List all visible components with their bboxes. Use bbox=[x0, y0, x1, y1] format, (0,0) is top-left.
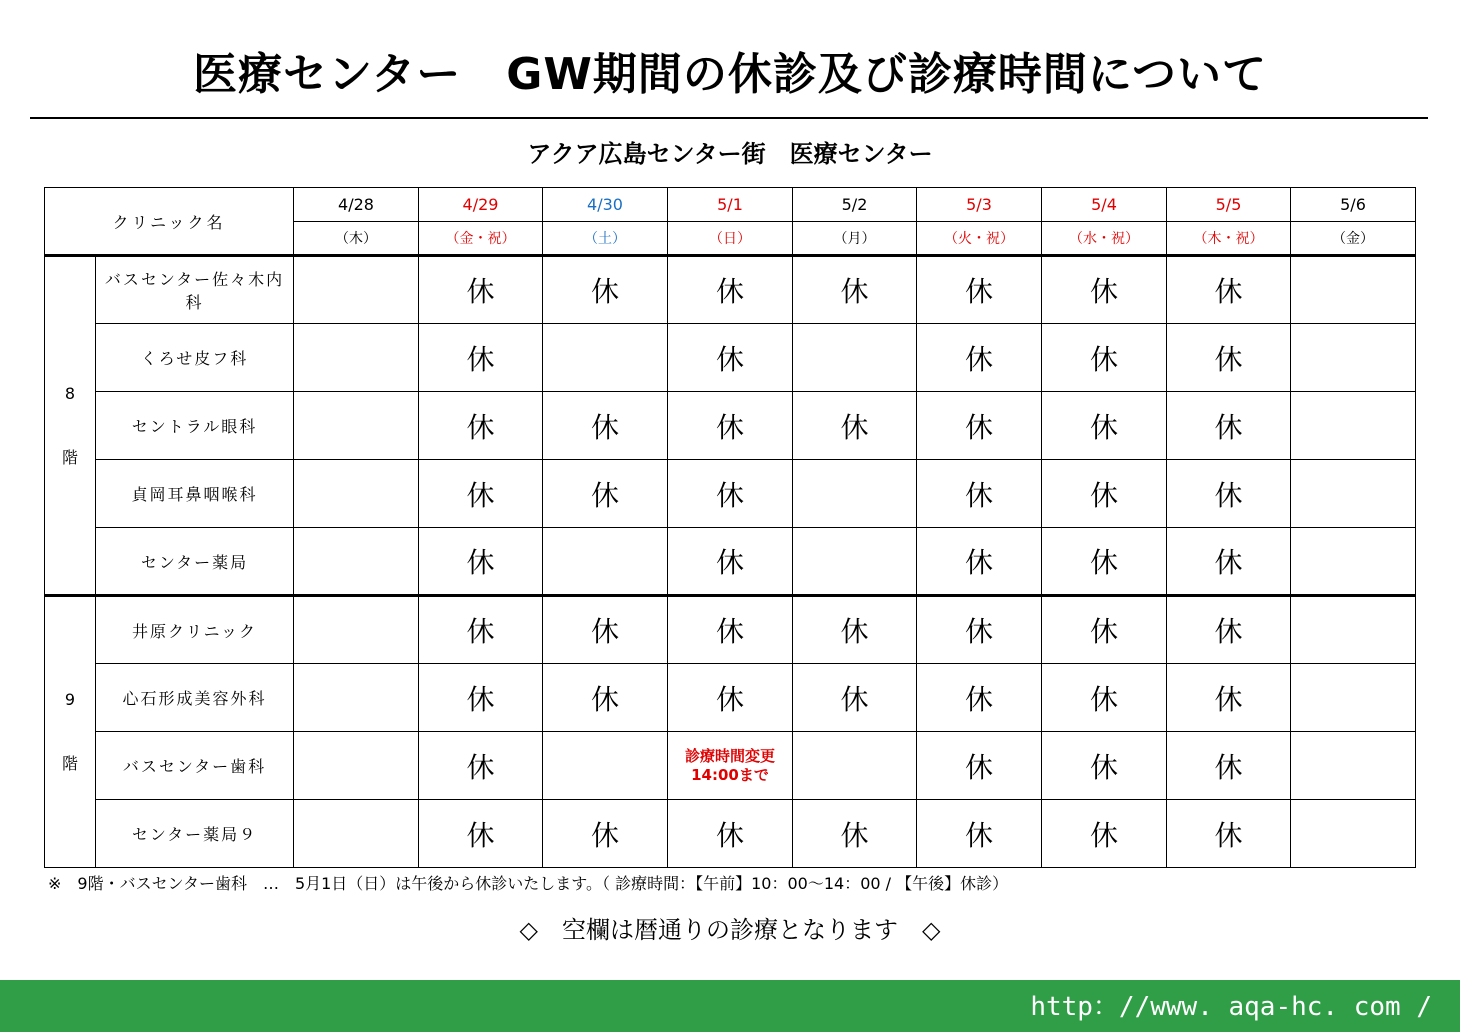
closed-mark: 休 bbox=[1167, 324, 1291, 392]
date-header: 4/30 bbox=[543, 188, 668, 222]
open-cell bbox=[1291, 256, 1416, 324]
date-header: 5/1 bbox=[668, 188, 793, 222]
footer-url-link[interactable]: http：//www. aqa-hc. com / bbox=[1030, 992, 1432, 1022]
closed-mark: 休 bbox=[543, 596, 668, 664]
open-cell bbox=[1291, 528, 1416, 596]
open-cell bbox=[294, 460, 419, 528]
day-header: （水・祝） bbox=[1042, 222, 1167, 256]
floor-label bbox=[45, 596, 96, 868]
open-cell bbox=[543, 528, 668, 596]
closed-mark: 休 bbox=[1167, 800, 1291, 868]
open-cell bbox=[793, 324, 917, 392]
closed-mark: 休 bbox=[793, 664, 917, 732]
closed-mark: 休 bbox=[1042, 664, 1167, 732]
table-row bbox=[45, 392, 1416, 460]
clinic-name: センター薬局 bbox=[96, 528, 294, 596]
closed-mark: 休 bbox=[1042, 596, 1167, 664]
title-divider bbox=[30, 117, 1428, 119]
closed-mark: 休 bbox=[1167, 256, 1291, 324]
closed-mark: 休 bbox=[419, 528, 543, 596]
closed-mark: 休 bbox=[1167, 392, 1291, 460]
date-header: 5/5 bbox=[1167, 188, 1291, 222]
floor-label bbox=[45, 256, 96, 596]
closed-mark: 休 bbox=[1042, 800, 1167, 868]
footnote: ※ 9階・バスセンター歯科 … 5月1日（日）は午後から休診いたします。（ 診療時間：【午前】10：00～14：00 / 【午後】休診） bbox=[48, 874, 1009, 893]
closed-mark: 休 bbox=[543, 256, 668, 324]
clinic-name: バスセンター歯科 bbox=[96, 732, 294, 800]
clinic-name: バスセンター佐々木内科 bbox=[96, 256, 294, 324]
open-cell bbox=[294, 664, 419, 732]
closed-mark: 休 bbox=[419, 392, 543, 460]
table-row bbox=[45, 324, 1416, 392]
day-header: （土） bbox=[543, 222, 668, 256]
date-header: 5/6 bbox=[1291, 188, 1416, 222]
day-header: （木） bbox=[294, 222, 419, 256]
open-cell bbox=[294, 256, 419, 324]
open-cell bbox=[1291, 732, 1416, 800]
page-title: 医療センター GW期間の休診及び診療時間について bbox=[192, 49, 1267, 100]
closed-mark: 休 bbox=[419, 732, 543, 800]
closed-mark: 休 bbox=[1042, 528, 1167, 596]
closed-mark: 休 bbox=[1042, 460, 1167, 528]
clinic-name: 心石形成美容外科 bbox=[96, 664, 294, 732]
day-header: （金） bbox=[1291, 222, 1416, 256]
table-row bbox=[45, 528, 1416, 596]
closed-mark: 休 bbox=[543, 664, 668, 732]
closed-mark: 休 bbox=[1167, 460, 1291, 528]
closed-mark: 休 bbox=[917, 324, 1042, 392]
hours-change-note: 診療時間変更 14:00まで bbox=[668, 732, 793, 800]
open-cell bbox=[294, 596, 419, 664]
open-cell bbox=[543, 732, 668, 800]
open-cell bbox=[793, 460, 917, 528]
floor-number: 8 bbox=[64, 383, 76, 403]
open-cell bbox=[1291, 324, 1416, 392]
closed-mark: 休 bbox=[793, 256, 917, 324]
closed-mark: 休 bbox=[793, 800, 917, 868]
table-row bbox=[45, 256, 1416, 324]
day-header: （火・祝） bbox=[917, 222, 1042, 256]
closed-mark: 休 bbox=[917, 800, 1042, 868]
clinic-name: くろせ皮フ科 bbox=[96, 324, 294, 392]
closed-mark: 休 bbox=[917, 460, 1042, 528]
clinic-name: セントラル眼科 bbox=[96, 392, 294, 460]
closed-mark: 休 bbox=[668, 664, 793, 732]
closed-mark: 休 bbox=[668, 596, 793, 664]
closed-mark: 休 bbox=[1167, 528, 1291, 596]
closed-mark: 休 bbox=[543, 800, 668, 868]
closed-mark: 休 bbox=[668, 800, 793, 868]
table-row bbox=[45, 732, 1416, 800]
closed-mark: 休 bbox=[1042, 256, 1167, 324]
clinic-name: センター薬局９ bbox=[96, 800, 294, 868]
closed-mark: 休 bbox=[668, 392, 793, 460]
open-cell bbox=[294, 324, 419, 392]
closed-mark: 休 bbox=[543, 460, 668, 528]
table-row bbox=[45, 800, 1416, 868]
closed-mark: 休 bbox=[419, 256, 543, 324]
footer-bar bbox=[0, 980, 1460, 1032]
closed-mark: 休 bbox=[419, 460, 543, 528]
closed-mark: 休 bbox=[419, 664, 543, 732]
closed-mark: 休 bbox=[668, 324, 793, 392]
open-cell bbox=[294, 732, 419, 800]
closed-mark: 休 bbox=[917, 664, 1042, 732]
date-header: 4/29 bbox=[419, 188, 543, 222]
closed-mark: 休 bbox=[793, 596, 917, 664]
blank-cell-notice: ◇ 空欄は暦通りの診療となります ◇ bbox=[519, 916, 941, 944]
closed-mark: 休 bbox=[1042, 392, 1167, 460]
open-cell bbox=[543, 324, 668, 392]
open-cell bbox=[1291, 460, 1416, 528]
open-cell bbox=[793, 732, 917, 800]
closed-mark: 休 bbox=[668, 256, 793, 324]
day-header: （木・祝） bbox=[1167, 222, 1291, 256]
open-cell bbox=[294, 800, 419, 868]
open-cell bbox=[1291, 800, 1416, 868]
table-row bbox=[45, 460, 1416, 528]
open-cell bbox=[793, 528, 917, 596]
clinic-name: 貞岡耳鼻咽喉科 bbox=[96, 460, 294, 528]
table-row bbox=[45, 596, 1416, 664]
day-header: （月） bbox=[793, 222, 917, 256]
date-header-row bbox=[45, 188, 1416, 222]
open-cell bbox=[294, 528, 419, 596]
closed-mark: 休 bbox=[1042, 732, 1167, 800]
open-cell bbox=[1291, 392, 1416, 460]
closed-mark: 休 bbox=[917, 392, 1042, 460]
closed-mark: 休 bbox=[668, 528, 793, 596]
closed-mark: 休 bbox=[1042, 324, 1167, 392]
closed-mark: 休 bbox=[419, 800, 543, 868]
closed-mark: 休 bbox=[917, 732, 1042, 800]
date-header: 5/3 bbox=[917, 188, 1042, 222]
page-subtitle: アクア広島センター街 医療センター bbox=[527, 140, 933, 168]
closed-mark: 休 bbox=[543, 392, 668, 460]
date-header: 5/2 bbox=[793, 188, 917, 222]
schedule-table bbox=[44, 187, 1416, 868]
closed-mark: 休 bbox=[917, 256, 1042, 324]
closed-mark: 休 bbox=[1167, 596, 1291, 664]
closed-mark: 休 bbox=[419, 324, 543, 392]
floor-suffix: 階 bbox=[61, 754, 78, 773]
closed-mark: 休 bbox=[668, 460, 793, 528]
open-cell bbox=[1291, 664, 1416, 732]
date-header: 5/4 bbox=[1042, 188, 1167, 222]
day-header: （金・祝） bbox=[419, 222, 543, 256]
closed-mark: 休 bbox=[1167, 664, 1291, 732]
closed-mark: 休 bbox=[1167, 732, 1291, 800]
floor-number: 9 bbox=[64, 690, 76, 709]
open-cell bbox=[294, 392, 419, 460]
open-cell bbox=[1291, 596, 1416, 664]
closed-mark: 休 bbox=[419, 596, 543, 664]
table-row bbox=[45, 664, 1416, 732]
clinic-name-header: クリニック名 bbox=[45, 188, 294, 256]
closed-mark: 休 bbox=[917, 528, 1042, 596]
clinic-name: 井原クリニック bbox=[96, 596, 294, 664]
date-header: 4/28 bbox=[294, 188, 419, 222]
floor-suffix: 階 bbox=[61, 447, 78, 467]
closed-mark: 休 bbox=[917, 596, 1042, 664]
closed-mark: 休 bbox=[793, 392, 917, 460]
day-header: （日） bbox=[668, 222, 793, 256]
